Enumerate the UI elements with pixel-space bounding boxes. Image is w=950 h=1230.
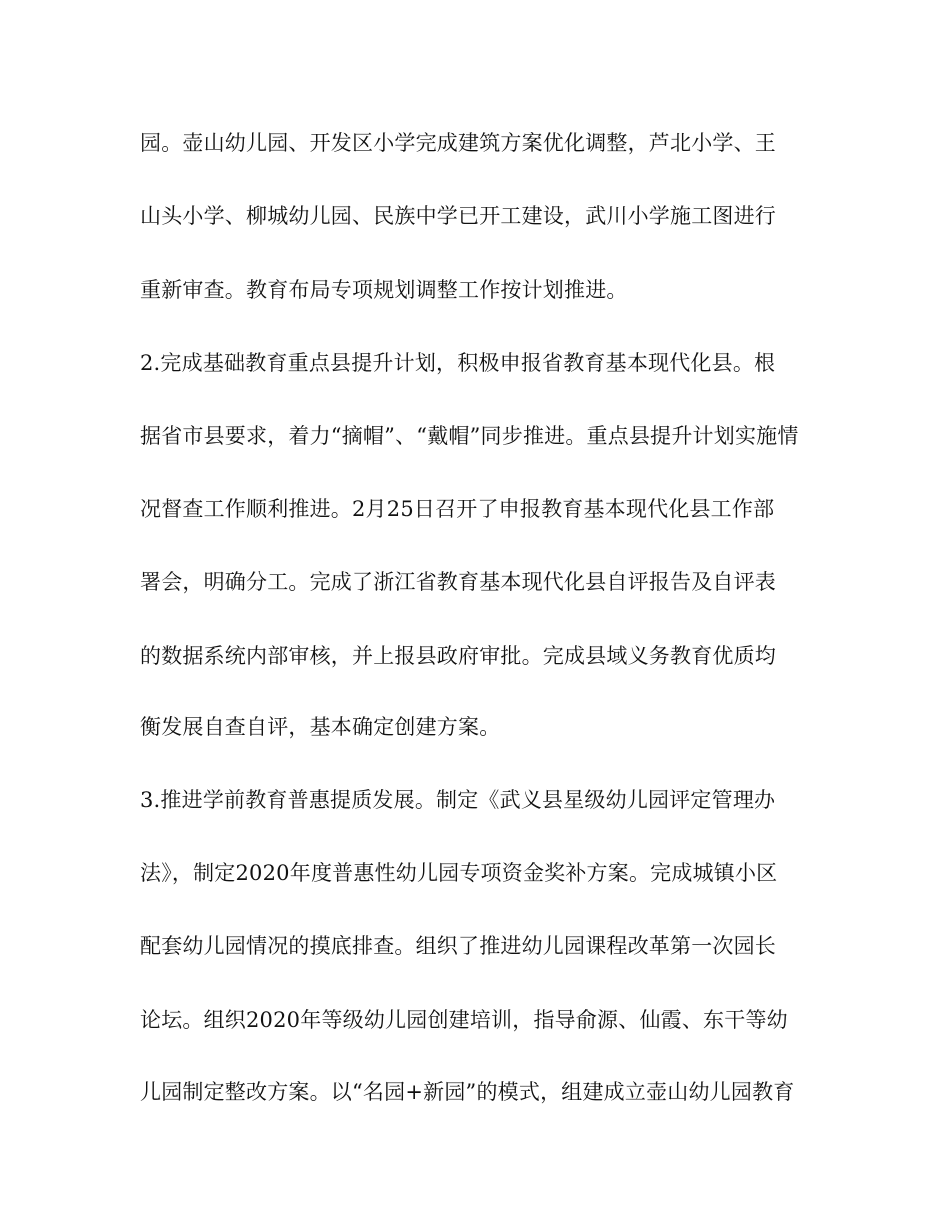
text-line: 据省市县要求，着力“摘帽”、“戴帽”同步推进。重点县提升计划实施情 — [140, 424, 799, 448]
text-line: 配套幼儿园情况的摸底排查。组织了推进幼儿园课程改革第一次园长 — [140, 934, 776, 958]
text-line: 法》，制定2020年度普惠性幼儿园专项资金奖补方案。完成城镇小区 — [140, 861, 778, 885]
text-line: 况督查工作顺利推进。2月25日召开了申报教育基本现代化县工作部 — [140, 497, 775, 521]
text-line: 重新审查。教育布局专项规划调整工作按计划推进。 — [140, 278, 628, 302]
text-line: 论坛。组织2020年等级幼儿园创建培训，指导俞源、仙霞、东干等幼 — [140, 1008, 788, 1032]
text-line: 2.完成基础教育重点县提升计划，积极申报省教育基本现代化县。根 — [140, 351, 776, 375]
text-line: 署会，明确分工。完成了浙江省教育基本现代化县自评报告及自评表 — [140, 570, 776, 594]
text-line: 山头小学、柳城幼儿园、民族中学已开工建设，武川小学施工图进行 — [140, 204, 776, 228]
text-line: 3.推进学前教育普惠提质发展。制定《武义县星级幼儿园评定管理办 — [140, 788, 776, 812]
text-line: 的数据系统内部审核，并上报县政府审批。完成县域义务教育优质均 — [140, 644, 776, 668]
text-line: 园。壶山幼儿园、开发区小学完成建筑方案优化调整，芦北小学、王 — [140, 131, 776, 155]
text-line: 儿园制定整改方案。以“名园+新园”的模式，组建成立壶山幼儿园教育 — [140, 1080, 795, 1104]
text-line: 衡发展自查自评，基本确定创建方案。 — [140, 715, 501, 739]
